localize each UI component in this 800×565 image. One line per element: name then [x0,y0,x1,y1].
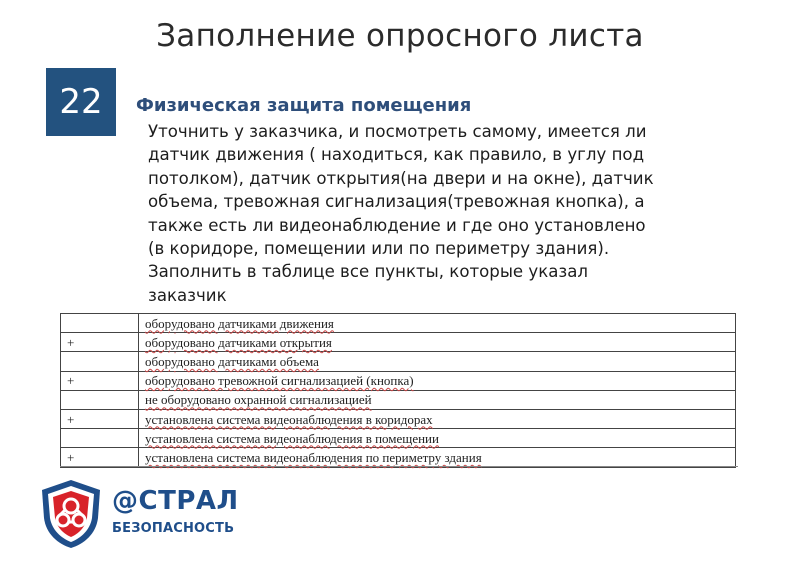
table-row [61,314,736,333]
table-cell-mark: + [61,371,139,390]
table-cell-text: установлена система видеонаблюдения по периметру здания [145,449,482,465]
table-cell-item [139,390,736,409]
instruction-line: датчик движения ( находиться, как правило, в углу под [148,145,645,165]
table-cell-mark: + [61,448,139,467]
slide-number-badge: 22 [46,68,116,136]
table-cell-item [139,429,736,448]
table-cell-text: установлена система видеонаблюдения в коридорах [145,411,433,427]
table-cell-item [139,371,736,390]
table-cell-text: оборудовано датчиками движения [145,315,334,331]
instruction-line: Заполнить в таблице все пункты, которые указал [148,262,589,282]
table-cell-mark [61,390,139,409]
table-row [61,448,736,467]
table-cell-text: оборудовано датчиками объема [145,353,319,369]
table-cell-mark [61,429,139,448]
instruction-line: также есть ли видеонаблюдение и где оно установлено [148,215,646,235]
slide-title: Заполнение опросного листа [156,18,644,54]
table-row [61,409,736,428]
table-cell-mark: + [61,409,139,428]
divider [60,466,738,467]
table-cell-item [139,333,736,352]
instruction-line: потолком), датчик открытия(на двери и на окне), датчик [148,168,654,188]
table-cell-text: установлена система видеонаблюдения в помещении [145,430,439,446]
table-cell-mark [61,352,139,371]
table-row [61,333,736,352]
table-row [61,371,736,390]
astral-shield-logo-icon [38,478,104,550]
table-row [61,429,736,448]
survey-table [60,313,736,468]
brand-subtitle: БЕЗОПАСНОСТЬ [112,521,235,536]
table-row [61,390,736,409]
table-cell-item [139,314,736,333]
table-cell-item [139,352,736,371]
instruction-line: Уточнить у заказчика, и посмотреть самому, имеется ли [148,122,647,141]
table-cell-text: не оборудовано охранной сигнализацией [145,392,372,408]
instruction-text [148,120,728,310]
table-cell-text: оборудовано датчиками открытия [145,334,332,350]
section-heading: Физическая защита помещения [136,95,472,116]
instruction-line: (в коридоре, помещении или по периметру здания). [148,239,610,259]
table-cell-text: оборудовано тревожной сигнализацией (кнопка) [145,373,414,389]
table-cell-item [139,448,736,467]
table-cell-item [139,409,736,428]
table-cell-mark [61,314,139,333]
instruction-line: заказчик [148,285,227,305]
table-row [61,352,736,371]
brand-name: @СТРАЛ [112,486,239,516]
table-cell-mark: + [61,333,139,352]
instruction-line: объема, тревожная сигнализация(тревожная кнопка), а [148,192,645,212]
